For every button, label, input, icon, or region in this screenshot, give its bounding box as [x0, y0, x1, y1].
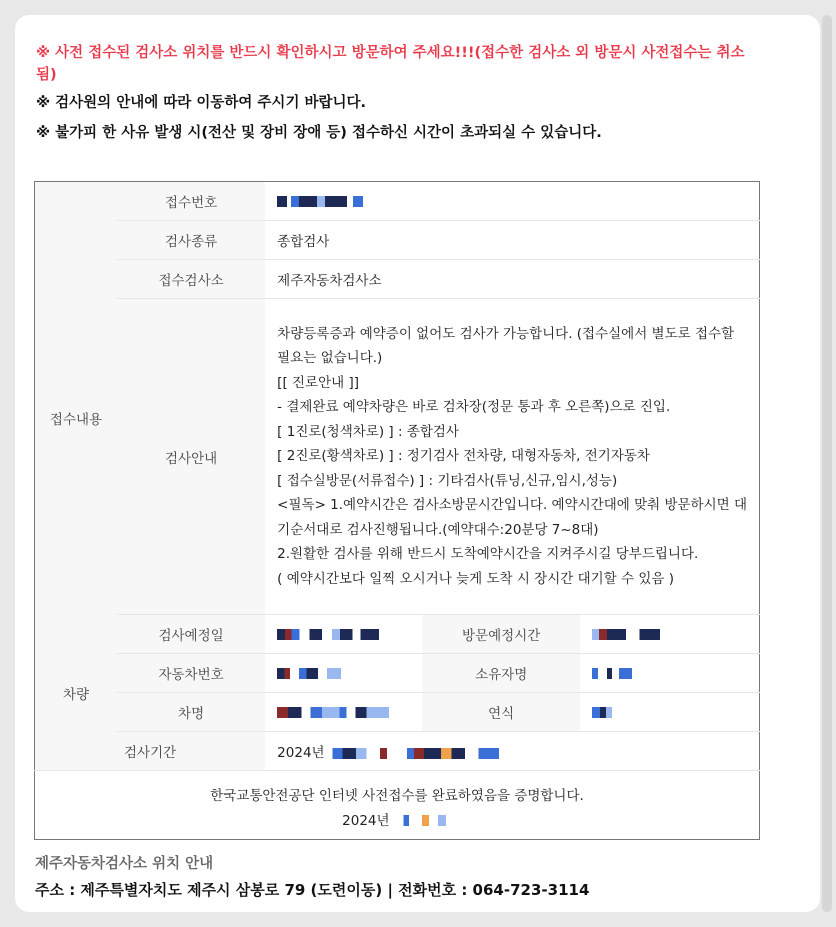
location-title: 제주자동차검사소 위치 안내 — [35, 856, 214, 872]
guide-line: ( 예약시간보다 일찍 오시거나 늦게 도착 시 장시간 대기할 수 있음 ) — [277, 570, 674, 587]
scrollbar-thumb[interactable] — [822, 15, 832, 912]
inspection-type-label: 검사종류 — [117, 221, 265, 260]
group-label-reception: 접수내용 — [35, 182, 117, 654]
guide-label: 검사안내 — [117, 299, 265, 615]
guide-line: [ 접수실방문(서류접수) ] : 기타검사(튜닝,신규,임시,성능) — [277, 472, 618, 489]
inspection-type-value: 종합검사 — [265, 221, 759, 260]
location-footer — [35, 853, 775, 903]
model-year-value — [580, 693, 759, 732]
inspection-period-label: 검사기간 — [35, 732, 266, 771]
guide-line: [[ 진로안내 ]] — [277, 374, 359, 391]
plate-number-value — [265, 654, 422, 693]
table-row — [35, 299, 760, 615]
scheduled-date-value — [265, 615, 422, 654]
guide-content — [265, 299, 759, 615]
address-phone: 주소 : 제주특별자치도 제주시 삼봉로 79 (도련이동) | 전화번호 : 064-723-3114 — [35, 881, 590, 899]
delay-notice: ※ 불가피 한 사유 발생 시(전산 및 장비 장애 등) 접수하신 시간이 초과되실 수 있습니다. — [36, 125, 602, 141]
guide-line: [ 1진로(청색차로) ] : 종합검사 — [277, 423, 459, 440]
car-name-value — [265, 693, 422, 732]
table-row — [35, 182, 760, 221]
model-year-label: 연식 — [422, 693, 580, 732]
guide-line: <필독> 1.예약시간은 검사소방문시간입니다. 예약시간대에 맞춰 방문하시면 대 — [277, 497, 747, 514]
guide-line: [ 2진로(황색차로) ] : 정기검사 전차량, 대형자동차, 전기자동차 — [277, 448, 650, 465]
inspection-period-value — [265, 732, 759, 771]
table-row — [35, 654, 760, 693]
receipt-number-label: 접수번호 — [117, 182, 265, 221]
guide-line: - 결제완료 예약차량은 바로 검차장(정문 통과 후 오른쪽)으로 진입. — [277, 399, 671, 416]
redacted-period — [329, 748, 499, 759]
certificate-row — [35, 771, 760, 809]
owner-name-label: 소유자명 — [422, 654, 580, 693]
center-value: 제주자동차검사소 — [265, 260, 759, 299]
reception-info-table — [34, 181, 760, 840]
redacted-visit-time — [592, 629, 660, 640]
scheduled-date-label: 검사예정일 — [117, 615, 265, 654]
redacted-model-year — [592, 707, 612, 718]
guide-follow-notice: ※ 검사원의 안내에 따라 이동하여 주시기 바랍니다. — [36, 95, 367, 111]
guide-line: 2.원활한 검사를 위해 반드시 도착예약시간을 지켜주시길 당부드립니다. — [277, 546, 699, 563]
plate-number-label: 자동차번호 — [117, 654, 265, 693]
guide-line: 기순서대로 검사진행됩니다.(예약대수:20분당 7~8대) — [277, 521, 599, 538]
table-row — [35, 693, 760, 732]
scrollbar[interactable] — [820, 15, 834, 912]
certificate-date — [35, 809, 760, 840]
certificate-date-prefix: 2024년 — [342, 812, 390, 829]
redacted-certificate-date — [394, 815, 452, 826]
owner-name-value — [580, 654, 759, 693]
warning-notice: ※ 사전 접수된 검사소 위치를 반드시 확인하시고 방문하여 주세요!!!(접수한 검사소 외 방문시 사전접수는 취소 됨) — [36, 45, 745, 83]
center-label: 접수검사소 — [117, 260, 265, 299]
certificate-text: 한국교통안전공단 인터넷 사전접수를 완료하였음을 증명합니다. — [210, 787, 584, 804]
redacted-receipt-number — [277, 196, 377, 207]
visit-time-label: 방문예정시간 — [422, 615, 580, 654]
table-row — [35, 732, 760, 771]
redacted-owner-name — [592, 668, 632, 679]
redacted-plate-number — [277, 668, 341, 679]
guide-line: 차량등록증과 예약증이 없어도 검사가 가능합니다. (접수실에서 별도로 접수할 — [277, 325, 735, 342]
table-row — [35, 260, 760, 299]
certificate-date-row — [35, 809, 760, 840]
table-row — [35, 221, 760, 260]
visit-time-value — [580, 615, 759, 654]
guide-line: 필요는 없습니다.) — [277, 350, 383, 367]
table-row — [35, 615, 760, 654]
car-name-label: 차명 — [117, 693, 265, 732]
redacted-scheduled-date — [277, 629, 379, 640]
period-prefix: 2024년 — [277, 745, 325, 761]
receipt-number-value — [265, 182, 759, 221]
notice-section — [36, 42, 766, 152]
redacted-car-name — [277, 707, 389, 718]
group-label-vehicle: 차량 — [35, 654, 117, 732]
